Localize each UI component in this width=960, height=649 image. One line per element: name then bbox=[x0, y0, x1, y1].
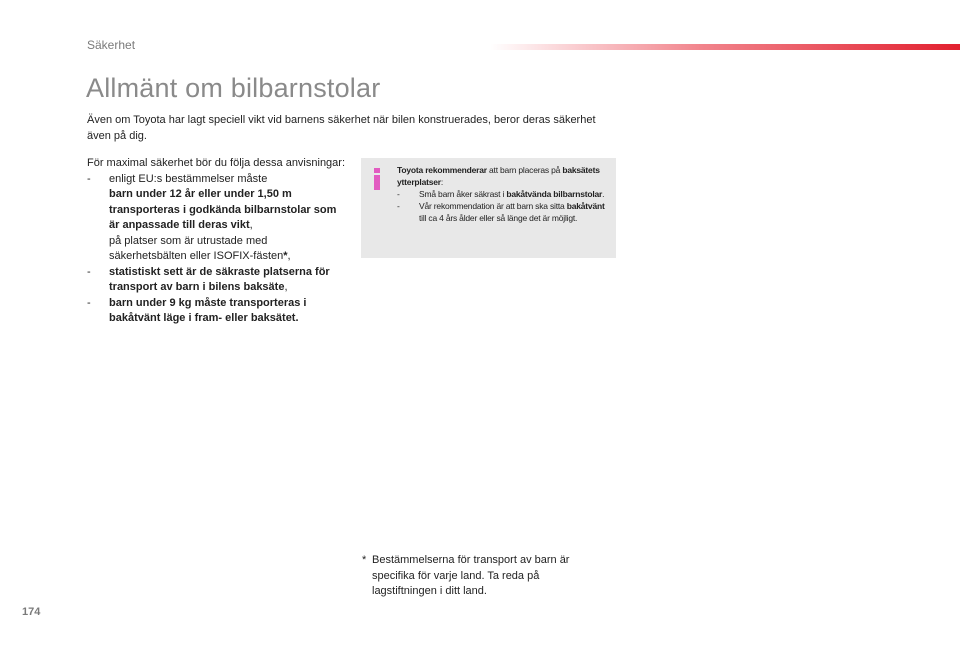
instruction-text: enligt EU:s bestämmelser måste bbox=[109, 172, 268, 185]
instruction-item bbox=[87, 265, 347, 296]
instruction-punct: , bbox=[287, 250, 291, 262]
instruction-punct: , bbox=[249, 219, 253, 231]
intro-paragraph: Även om Toyota har lagt speciell vikt vid barnens säkerhet när bilen konstruerades, beror deras säkerhet även på dig. bbox=[87, 114, 596, 142]
bullet-dash: - bbox=[87, 265, 91, 278]
info-text: : bbox=[440, 177, 444, 187]
footnote-marker: * bbox=[283, 250, 288, 262]
info-bold: baksätets ytterplatser bbox=[397, 165, 600, 187]
info-icon bbox=[372, 168, 382, 190]
instruction-bold: barn under 12 år eller under 1,50 m transporteras i godkända bilbarnstolar som är anpassade till deras vikt bbox=[109, 188, 337, 231]
info-text: . bbox=[602, 189, 605, 199]
instruction-bold: statistiskt sett är de säkraste platserna för transport av barn i bilens baksäte bbox=[109, 265, 330, 293]
instruction-punct: , bbox=[284, 281, 288, 293]
info-box bbox=[361, 158, 616, 258]
instructions-column bbox=[87, 156, 347, 327]
info-text: Vår rekommendation är att barn ska sitta bbox=[419, 201, 567, 211]
info-bold: bakåtvänt bbox=[566, 201, 605, 211]
info-bold: bakåtvända bilbarnstolar bbox=[506, 189, 603, 199]
instruction-item bbox=[87, 296, 347, 327]
bullet-dash: - bbox=[87, 172, 91, 185]
bullet-dash: - bbox=[397, 189, 400, 199]
info-item bbox=[397, 188, 608, 200]
info-lead bbox=[397, 164, 608, 188]
info-item bbox=[397, 200, 608, 224]
header-accent-bar bbox=[490, 44, 960, 50]
info-bold: Toyota rekommenderar bbox=[397, 165, 487, 175]
info-text: Små barn åker säkrast i bbox=[419, 189, 507, 199]
footnote-text: Bestämmelserna för transport av barn är specifika för varje land. Ta reda på lagstiftningen i ditt land. bbox=[372, 554, 570, 597]
instruction-bold: barn under 9 kg måste transporteras i bakåtvänt läge i fram- eller baksätet. bbox=[109, 296, 307, 324]
footnote bbox=[362, 553, 592, 600]
instructions-lead: För maximal säkerhet bör du följa dessa anvisningar: bbox=[87, 157, 346, 169]
info-text: till ca 4 års ålder eller så länge det är möjligt. bbox=[419, 213, 578, 223]
page-title: Allmänt om bilbarnstolar bbox=[86, 73, 381, 103]
footnote-marker: * bbox=[362, 554, 367, 566]
bullet-dash: - bbox=[87, 296, 91, 309]
instruction-item bbox=[87, 172, 347, 265]
section-label: Säkerhet bbox=[87, 38, 136, 52]
page-number: 174 bbox=[22, 606, 41, 618]
bullet-dash: - bbox=[397, 201, 400, 211]
info-text: att barn placeras på bbox=[486, 165, 563, 175]
instruction-text: på platser som är utrustade med säkerhetsbälten eller ISOFIX-fästen bbox=[109, 234, 284, 262]
